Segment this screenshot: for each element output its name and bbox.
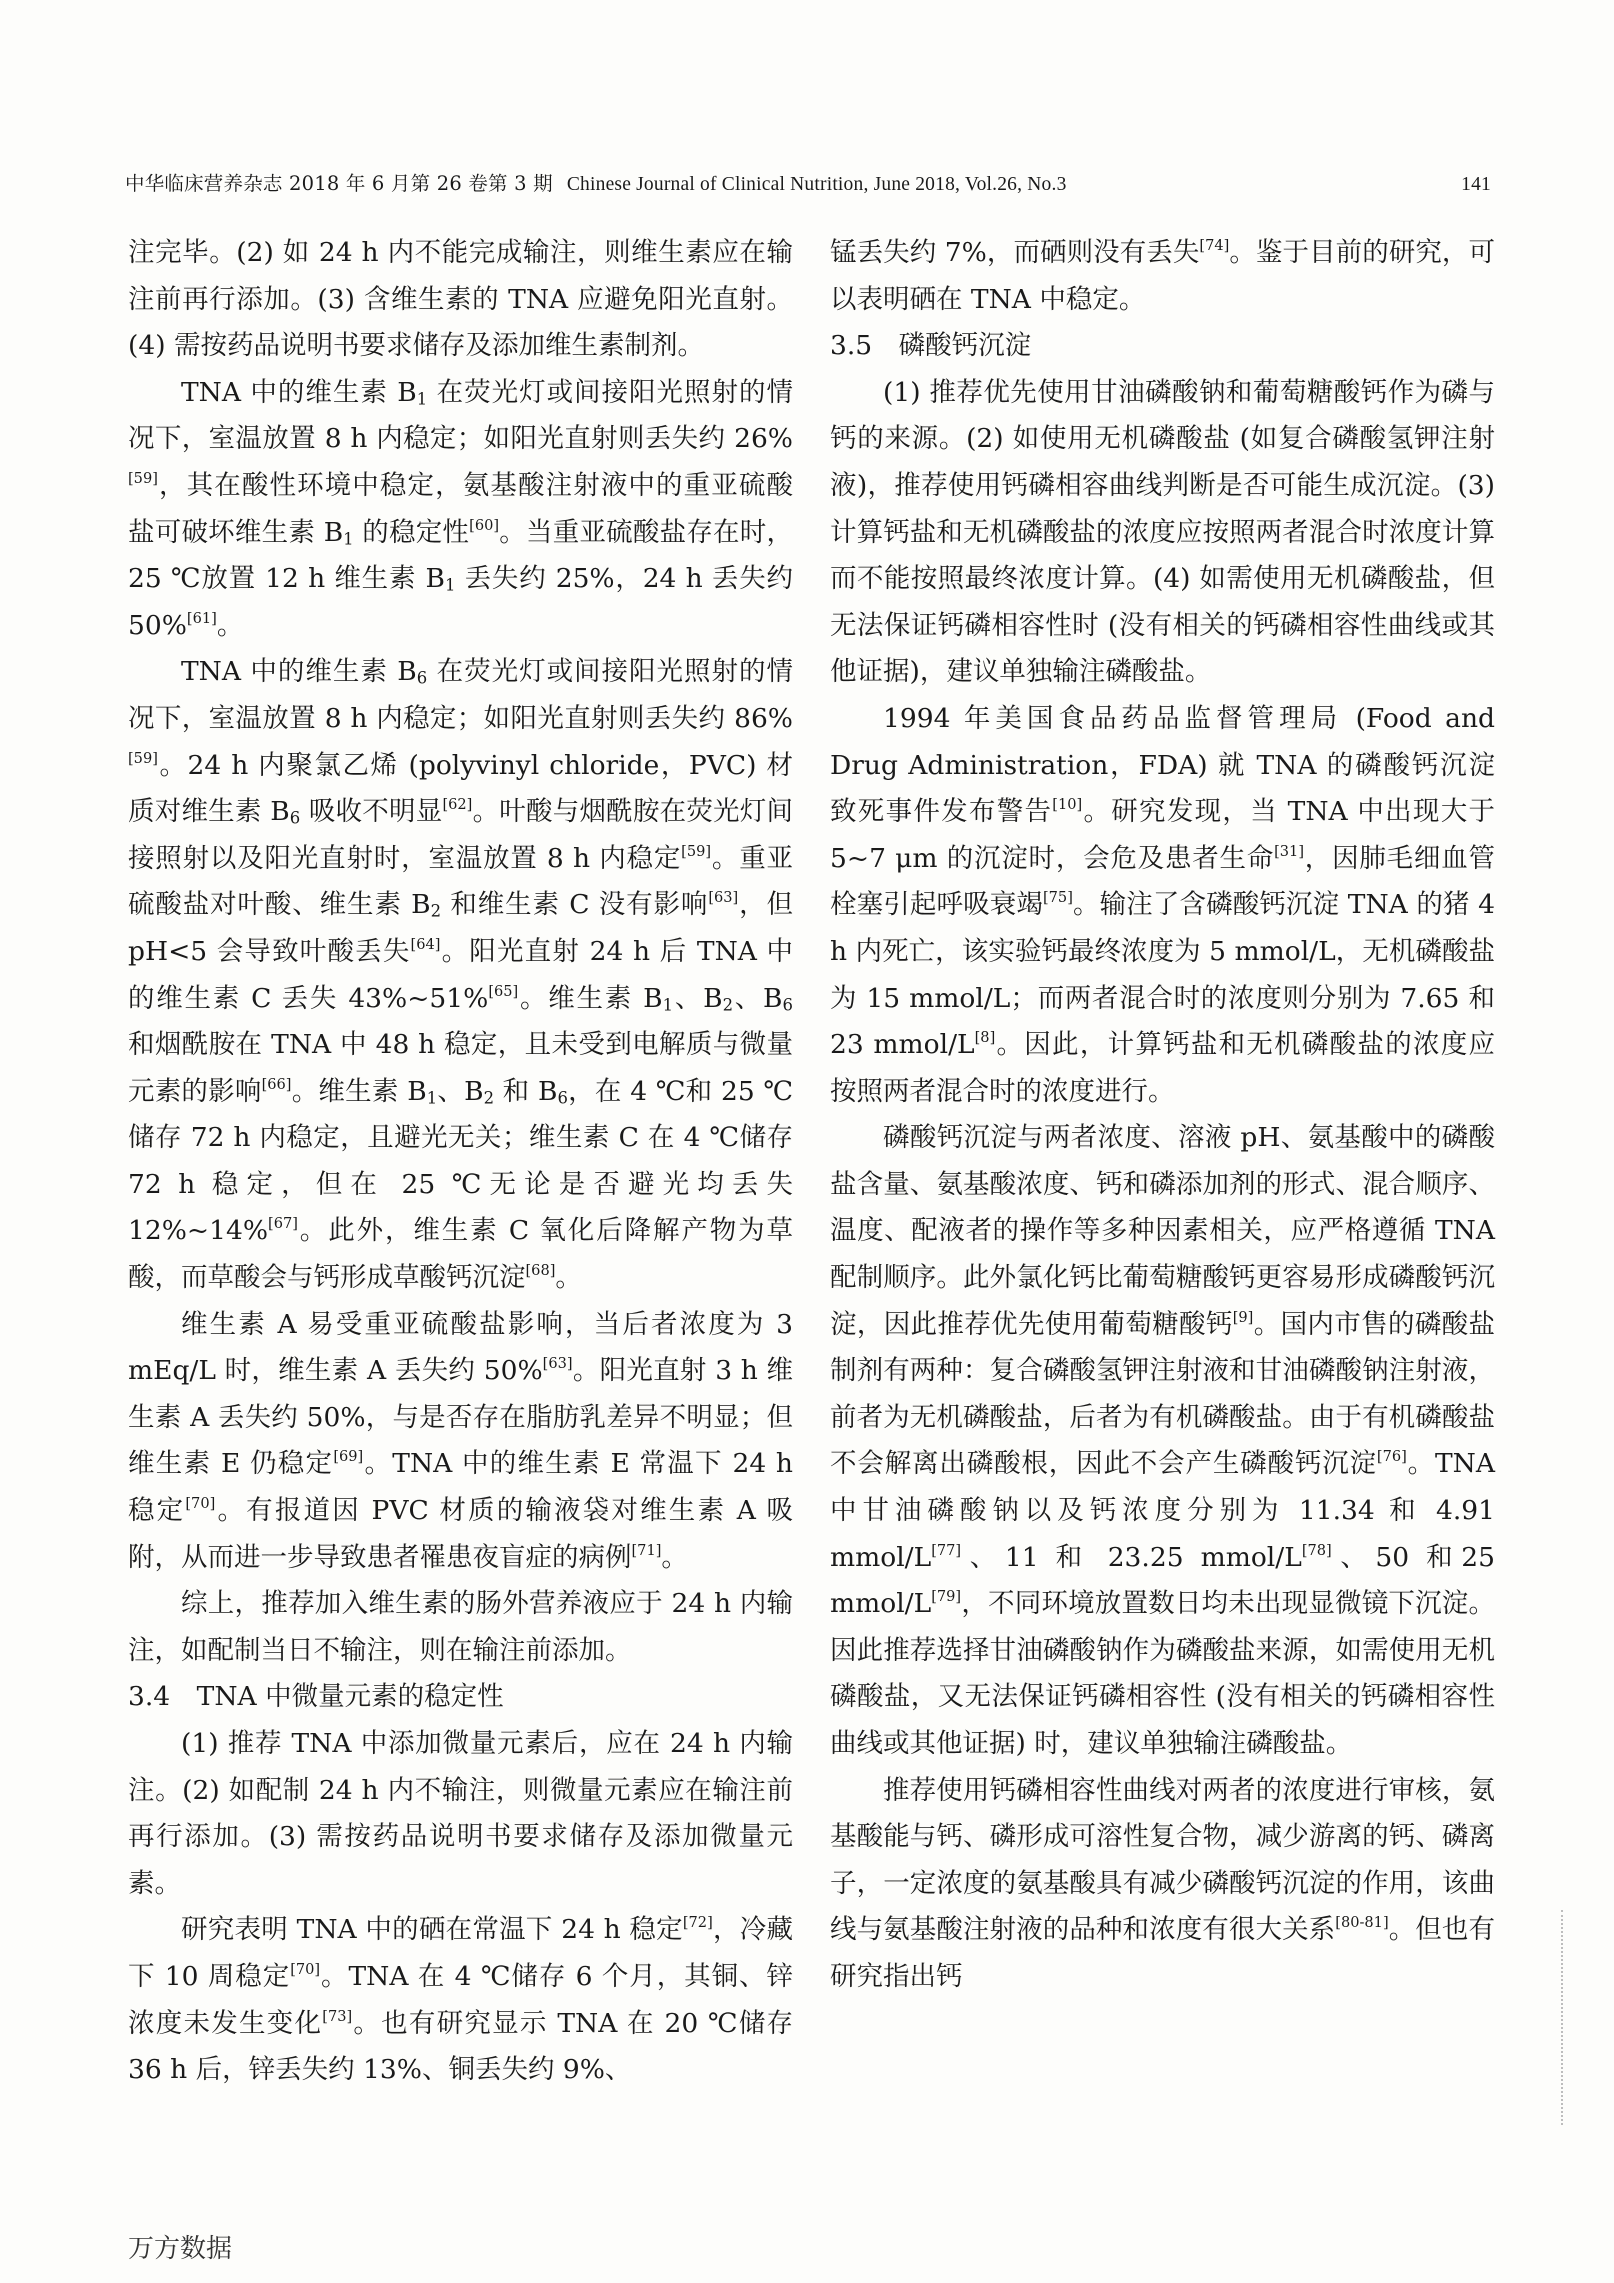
text-run: 。鉴于目前的研究，可以表明硒在 TNA 中稳定。	[830, 237, 1496, 315]
text-run: 。	[216, 609, 244, 641]
text-run: ，冷藏下 10 周稳定	[128, 1914, 794, 1992]
citation-mark: [59]	[128, 749, 158, 767]
text-run: 。研究发现，当 TNA 中出现大于 5~7 μm 的沉淀时，会危及患者生命	[830, 796, 1496, 874]
text-run: 和维生素 C 没有影响	[441, 889, 709, 921]
citation-mark: [73]	[322, 2007, 353, 2025]
text-run: 。24 h 内聚氯乙烯 (polyvinyl chloride，PVC) 材质对维生素 B	[128, 749, 793, 828]
citation-mark: [64]	[410, 935, 441, 953]
citation-mark: [61]	[186, 609, 217, 627]
citation-mark: [63]	[542, 1355, 573, 1373]
text-run: 维生素 A 易受重亚硫酸盐影响，当后者浓度为 3 mEq/L 时，维生素 A 丢失约 50%	[128, 1308, 793, 1387]
citation-mark: [59]	[681, 842, 712, 860]
citation-mark: [71]	[631, 1541, 662, 1559]
text-run: 。当重亚硫酸盐存在时，25 ℃放置 12 h 维生素 B	[128, 516, 793, 595]
text-run: 。阳光直射 3 h 维生素 A 丢失约 50%，与是否存在脂肪乳差异不明显；但维生素 E 仍稳定	[128, 1355, 793, 1480]
text-run: (1) 推荐 TNA 中添加微量元素后，应在 24 h 内输注。(2) 如配制 24 h 内不输注，则微量元素应在输注前再行添加。(3) 需按药品说明书要求储存及添加微量元素。	[128, 1728, 793, 1899]
text-run: 。	[661, 1541, 688, 1573]
paragraph	[128, 1302, 793, 1582]
paragraph	[128, 649, 793, 1301]
subscript: 1	[416, 389, 428, 409]
text-run: 丢失约 25%，24 h 丢失约 50%	[128, 563, 793, 641]
text-run: 1994 年美国食品药品监督管理局 (Food and Drug Administration，FDA) 就 TNA 的磷酸钙沉淀致死事件发布警告	[830, 702, 1495, 828]
citation-mark: [59]	[128, 470, 158, 488]
text-run: 注完毕。(2) 如 24 h 内不能完成输注，则维生素应在输注前再行添加。(3) 含维生素的 TNA 应避免阳光直射。(4) 需按药品说明书要求储存及添加维生素制剂。	[128, 237, 793, 362]
scan-margin-marks	[1561, 1910, 1571, 2125]
citation-mark: [79]	[931, 1588, 962, 1606]
paragraph	[128, 1907, 793, 2093]
citation-mark: [69]	[333, 1448, 364, 1466]
subscript: 6	[289, 808, 301, 828]
text-run: 综上，推荐加入维生素的肠外营养液应于 24 h 内输注，如配制当日不输注，则在输注前添加。	[128, 1588, 793, 1666]
citation-mark: [62]	[442, 796, 473, 814]
text-run: ，因肺毛细血管栓塞引起呼吸衰竭	[830, 842, 1496, 921]
text-run: 研究表明 TNA 中的硒在常温下 24 h 稳定	[181, 1914, 683, 1946]
left-column	[128, 230, 793, 2094]
text-run: 。因此，计算钙盐和无机磷酸盐的浓度应按照两者混合时的浓度进行。	[830, 1029, 1496, 1107]
paragraph	[128, 230, 793, 370]
paragraph	[830, 1768, 1495, 2001]
text-run: ，但 pH<5 会导致叶酸丢失	[128, 889, 793, 967]
subscript: 2	[483, 1088, 495, 1108]
text-run: 。维生素 B	[518, 982, 663, 1014]
text-run: TNA 中的维生素 B	[181, 656, 417, 688]
database-watermark: 万方数据	[128, 2234, 233, 2264]
journal-name-cn: 中华临床营养杂志 2018 年 6 月第 26 卷第 3 期	[125, 172, 553, 195]
text-run: 。	[555, 1262, 582, 1294]
text-run: 。但也有研究指出钙	[830, 1914, 1495, 1992]
citation-mark: [66]	[261, 1075, 292, 1093]
running-header	[125, 168, 1491, 202]
text-run: 、11 和 23.25 mmol/L	[961, 1541, 1302, 1573]
citation-mark: [31]	[1274, 842, 1305, 860]
text-run: 。维生素 B	[291, 1075, 427, 1107]
text-run: 锰丢失约 7%，而硒则没有丢失	[830, 237, 1200, 268]
text-run: (1) 推荐优先使用甘油磷酸钠和葡萄糖酸钙作为磷与钙的来源。(2) 如使用无机磷酸盐 (如复合磷酸氢钾注射液)，推荐使用钙磷相容曲线判断是否可能生成沉淀。(3) 计算钙盐和无机磷酸盐的浓度应按照两者混合时浓度计算而不能按照最终浓度计算。(4) 如需使用无机磷酸盐，但无法保证钙磷相容性时 (没有相关的钙磷相容性曲线或其他证据)，建议单独输注磷酸盐。	[830, 376, 1495, 688]
text-run: TNA 中的维生素 B	[181, 376, 417, 408]
text-run: 。重亚硫酸盐对叶酸、维生素 B	[128, 842, 794, 921]
text-run: 。TNA 中甘油磷酸钠以及钙浓度分别为 11.34 和 4.91 mmol/L	[830, 1448, 1495, 1573]
right-column	[830, 230, 1495, 2001]
text-run: 。TNA 在 4 ℃储存 6 个月，其铜、锌浓度未发生变化	[128, 1960, 793, 2039]
citation-mark: [76]	[1376, 1448, 1407, 1466]
text-run: ，在 4 ℃和 25 ℃储存 72 h 内稳定，且避光无关；维生素 C 在 4 ℃储存 72 h 稳定，但在 25 ℃无论是否避光均丢失 12%~14%	[128, 1075, 793, 1247]
text-run: ，其在酸性环境中稳定，氨基酸注射液中的重亚硫酸盐可破坏维生素 B	[128, 469, 793, 548]
citation-mark: [68]	[525, 1262, 556, 1280]
citation-mark: [10]	[1052, 796, 1083, 814]
text-run: 、B	[437, 1075, 484, 1107]
subscript: 1	[444, 575, 456, 595]
text-run: 推荐使用钙磷相容性曲线对两者的浓度进行审核，氨基酸能与钙、磷形成可溶性复合物，减少游离的钙、磷离子，一定浓度的氨基酸具有减少磷酸钙沉淀的作用，该曲线与氨基酸注射液的品种和浓度有很大关系	[830, 1774, 1495, 1946]
citation-mark: [70]	[290, 1961, 321, 1979]
page-number: 141	[1461, 174, 1491, 195]
citation-mark: [65]	[488, 982, 519, 1000]
citation-mark: [80-81]	[1335, 1914, 1389, 1932]
text-run: 。有报道因 PVC 材质的输液袋对维生素 A 吸附，从而进一步导致患者罹患夜盲症的病例	[128, 1495, 794, 1573]
text-run: 和烟酰胺在 TNA 中 48 h 稳定，且未受到电解质与微量元素的影响	[128, 1029, 793, 1107]
paragraph	[830, 696, 1495, 1115]
text-run: ，不同环境放置数日均未出现显微镜下沉淀。因此推荐选择甘油磷酸钠作为磷酸盐来源，如需使用无机磷酸盐，又无法保证钙磷相容性 (没有相关的钙磷相容性曲线或其他证据) 时，建议单独输注磷酸盐。	[830, 1588, 1495, 1759]
citation-mark: [67]	[268, 1215, 298, 1233]
citation-mark: [77]	[931, 1541, 962, 1559]
citation-mark: [75]	[1042, 889, 1073, 907]
citation-mark: [78]	[1301, 1541, 1332, 1559]
citation-mark: [9]	[1232, 1308, 1254, 1326]
paragraph	[830, 230, 1495, 323]
paragraph	[128, 1581, 793, 1674]
text-run: 在荧光灯或间接阳光照射的情况下，室温放置 8 h 内稳定；如阳光直射则丢失约 26%	[128, 376, 793, 455]
text-run: 。也有研究显示 TNA 在 20 ℃储存 36 h 后，锌丢失约 13%、铜丢失约 9%、	[128, 2007, 794, 2086]
text-run: 。TNA 中的维生素 E 常温下 24 h 稳定	[128, 1448, 793, 1527]
citation-mark: [60]	[469, 516, 500, 534]
text-run: 在荧光灯或间接阳光照射的情况下，室温放置 8 h 内稳定；如阳光直射则丢失约 86%	[128, 656, 793, 734]
text-run: 。此外，维生素 C 氧化后降解产物为草酸，而草酸会与钙形成草酸钙沉淀	[128, 1215, 793, 1294]
text-run: 吸收不明显	[300, 796, 443, 828]
section-heading-3-5: 3.5 磷酸钙沉淀	[830, 330, 1032, 362]
citation-mark: [70]	[185, 1495, 216, 1513]
paragraph	[128, 370, 793, 650]
subscript: 2	[722, 995, 734, 1015]
section-heading-3-4: 3.4 TNA 中微量元素的稳定性	[128, 1681, 504, 1713]
citation-mark: [8]	[974, 1029, 996, 1047]
subscript: 1	[343, 529, 354, 549]
text-run: 、B	[733, 982, 783, 1014]
subscript: 6	[557, 1088, 568, 1108]
paragraph	[830, 370, 1495, 696]
text-run: 和 B	[494, 1075, 558, 1107]
citation-mark: [74]	[1199, 237, 1230, 255]
subscript: 6	[782, 995, 793, 1015]
text-run: 。国内市售的磷酸盐制剂有两种：复合磷酸氢钾注射液和甘油磷酸钠注射液，前者为无机磷酸盐，后者为有机磷酸盐。由于有机磷酸盐不会解离出磷酸根，因此不会产生磷酸钙沉淀	[830, 1308, 1496, 1480]
subscript: 6	[416, 668, 428, 688]
subscript: 2	[430, 901, 442, 921]
paragraph	[830, 1115, 1495, 1767]
citation-mark: [63]	[708, 889, 739, 907]
text-run: 。输注了含磷酸钙沉淀 TNA 的猪 4 h 内死亡，该实验钙最终浓度为 5 mmol/L，无机磷酸盐为 15 mmol/L；而两者混合时的浓度则分别为 7.65 和 23 mmol/L	[830, 889, 1495, 1061]
text-run: 。叶酸与烟酰胺在荧光灯间接照射以及阳光直射时，室温放置 8 h 内稳定	[128, 796, 793, 874]
subscript: 1	[662, 995, 674, 1015]
paragraph	[128, 1721, 793, 1907]
text-run: 的稳定性	[353, 516, 470, 548]
text-run: 。阳光直射 24 h 后 TNA 中的维生素 C 丢失 43%~51%	[128, 935, 794, 1014]
text-run: 、50 和25 mmol/L	[830, 1541, 1495, 1620]
journal-name-en: Chinese Journal of Clinical Nutrition, June 2018, Vol.26, No.3	[566, 174, 1067, 195]
text-run: 磷酸钙沉淀与两者浓度、溶液 pH、氨基酸中的磷酸盐含量、氨基酸浓度、钙和磷添加剂的形式、混合顺序、温度、配液者的操作等多种因素相关，应严格遵循 TNA 配制顺序。此外氯化钙比葡萄糖酸钙更容易形成磷酸钙沉淀，因此推荐优先使用葡萄糖酸钙	[830, 1122, 1495, 1340]
text-run: 、B	[673, 982, 723, 1014]
subscript: 1	[426, 1088, 438, 1108]
citation-mark: [72]	[682, 1914, 713, 1932]
